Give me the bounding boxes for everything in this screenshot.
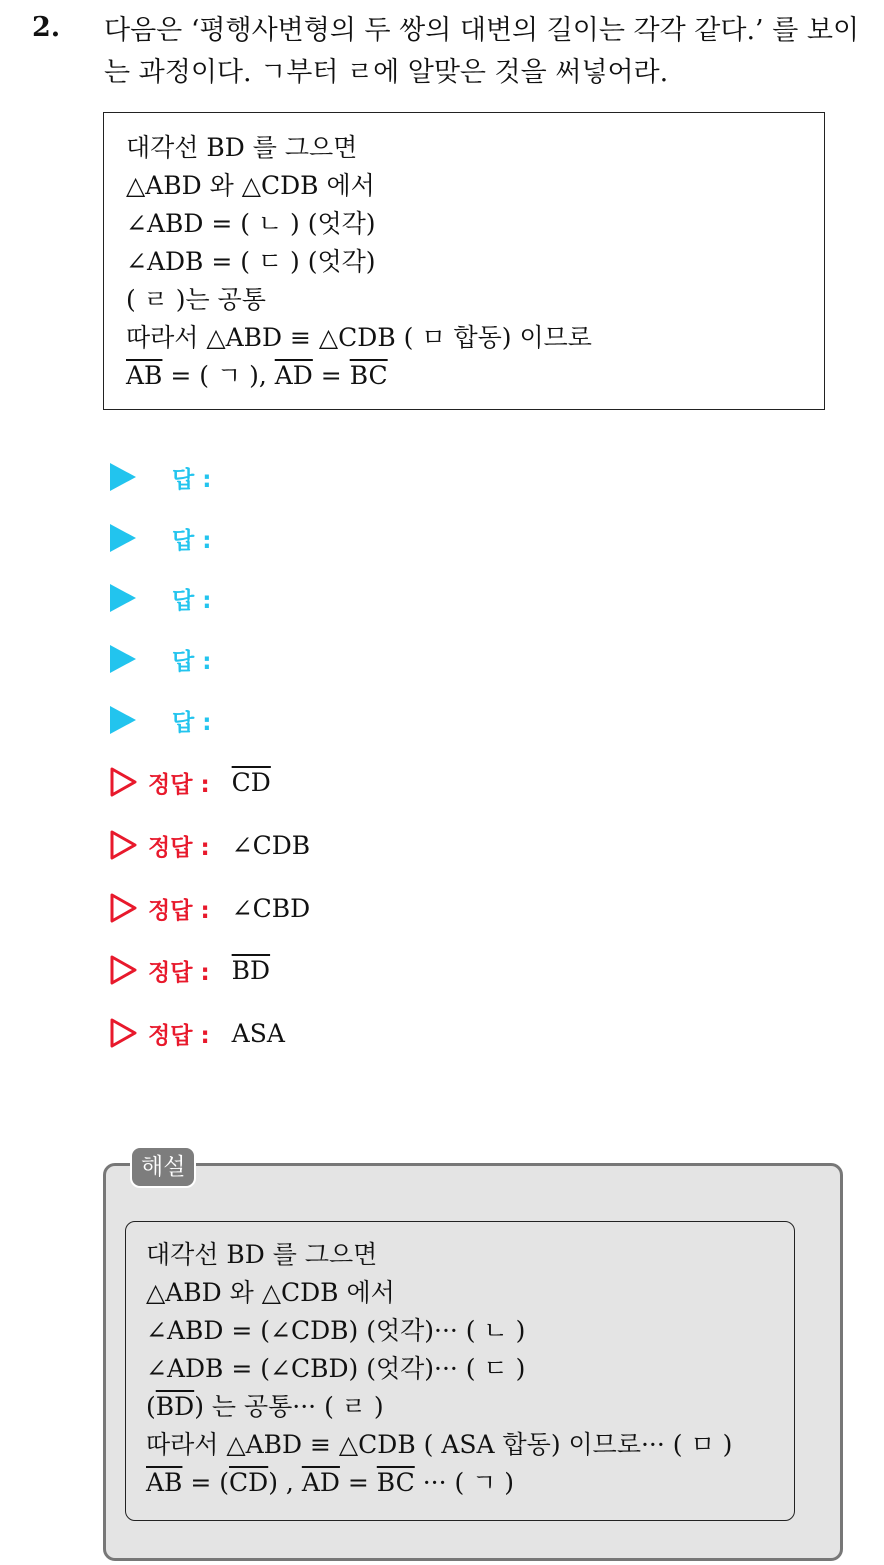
explanation-line-7	[146, 1464, 774, 1502]
explanation-line-5-text-1: (	[146, 1392, 156, 1421]
proof-line-2: △ABD 와 △CDB 에서	[126, 171, 375, 200]
answer-arrow-icon	[110, 706, 136, 734]
solution-row-2	[110, 823, 310, 867]
explanation-line-5	[146, 1388, 774, 1426]
answer-row-1[interactable]	[110, 457, 211, 497]
solution-row-5	[110, 1011, 285, 1055]
answer-arrow-icon	[110, 463, 136, 491]
solution-triangle-icon	[110, 893, 138, 923]
answer-label: 답 :	[172, 587, 212, 614]
solution-label: 정답 :	[148, 897, 210, 924]
explanation-box	[125, 1221, 795, 1521]
answer-arrow-icon	[110, 584, 136, 612]
explanation-line-7-text-4: ··· ( ㄱ )	[414, 1468, 515, 1497]
solution-triangle-icon	[110, 1018, 138, 1048]
solution-triangle-icon	[110, 955, 138, 985]
question-text: 다음은 ‘평행사변형의 두 쌍의 대변의 길이는 각각 같다.’ 를 보이는 과정이다. ㄱ부터 ㄹ에 알맞은 것을 써넣어라.	[104, 15, 860, 88]
solution-label: 정답 :	[148, 1022, 210, 1049]
proof-line-3: ∠ABD = ( ㄴ ) (엇각)	[126, 209, 376, 238]
explanation-line-6: 따라서 △ABD ≡ △CDB ( ASA 합동) 이므로··· ( ㅁ )	[146, 1430, 733, 1459]
answer-label: 답 :	[172, 527, 212, 554]
solution-value-3: ∠CBD	[231, 893, 311, 923]
segment-ab: $\overline{AB}$	[146, 1468, 183, 1497]
explanation-line-1: 대각선 BD 를 그으면	[146, 1240, 378, 1269]
proof-line-6: 따라서 △ABD ≡ △CDB ( ㅁ 합동) 이므로	[126, 323, 592, 352]
explanation-tag: 해설	[130, 1146, 196, 1188]
segment-ab: $\overline{AB}$	[126, 361, 163, 390]
solution-value-4: $\overline{BD}$	[231, 955, 271, 985]
answer-label: 답 :	[172, 648, 212, 675]
segment-bc: $\overline{BC}$	[349, 361, 388, 390]
explanation-line-5-text-2: ) 는 공통··· ( ㄹ )	[194, 1392, 384, 1421]
proof-line-7-text-2: =	[312, 361, 350, 390]
segment-bc: $\overline{BC}$	[376, 1468, 415, 1497]
answer-row-5[interactable]	[110, 700, 211, 740]
proof-line-1: 대각선 BD 를 그으면	[126, 133, 358, 162]
explanation-line-7-text-2: ) ,	[268, 1468, 302, 1497]
answer-row-3[interactable]	[110, 578, 211, 618]
segment-ad: $\overline{AD}$	[274, 361, 313, 390]
solution-triangle-icon	[110, 767, 138, 797]
proof-box	[103, 112, 825, 410]
solution-label: 정답 :	[148, 771, 210, 798]
proof-line-7-text-1: = ( ㄱ ),	[162, 361, 275, 390]
proof-line-5: ( ㄹ )는 공통	[126, 285, 266, 314]
solution-label: 정답 :	[148, 959, 210, 986]
solution-triangle-icon	[110, 830, 138, 860]
solution-value-1: $\overline{CD}$	[231, 767, 271, 797]
solution-row-1	[110, 760, 271, 804]
segment-cd: $\overline{CD}$	[229, 1468, 269, 1497]
proof-line-7	[126, 357, 802, 395]
solution-label: 정답 :	[148, 834, 210, 861]
explanation-line-2: △ABD 와 △CDB 에서	[146, 1278, 395, 1307]
answer-label: 답 :	[172, 709, 212, 736]
answer-arrow-icon	[110, 645, 136, 673]
explanation-line-7-text-3: =	[339, 1468, 377, 1497]
segment-ad: $\overline{AD}$	[301, 1468, 340, 1497]
explanation-line-4: ∠ADB = (∠CBD) (엇각)··· ( ㄷ )	[146, 1354, 526, 1383]
segment-bd: $\overline{BD}$	[155, 1392, 195, 1421]
proof-line-4: ∠ADB = ( ㄷ ) (엇각)	[126, 247, 376, 276]
solution-value-5: ASA	[231, 1018, 285, 1048]
answer-label: 답 :	[172, 466, 212, 493]
answer-arrow-icon	[110, 524, 136, 552]
question-number: 2.	[32, 12, 61, 43]
solution-value-2: ∠CDB	[231, 830, 311, 860]
answer-row-2[interactable]	[110, 518, 211, 558]
answer-row-4[interactable]	[110, 639, 211, 679]
explanation-line-7-text-1: = (	[182, 1468, 230, 1497]
solution-row-4	[110, 948, 270, 992]
solution-row-3	[110, 886, 310, 930]
explanation-line-3: ∠ABD = (∠CDB) (엇각)··· ( ㄴ )	[146, 1316, 526, 1345]
